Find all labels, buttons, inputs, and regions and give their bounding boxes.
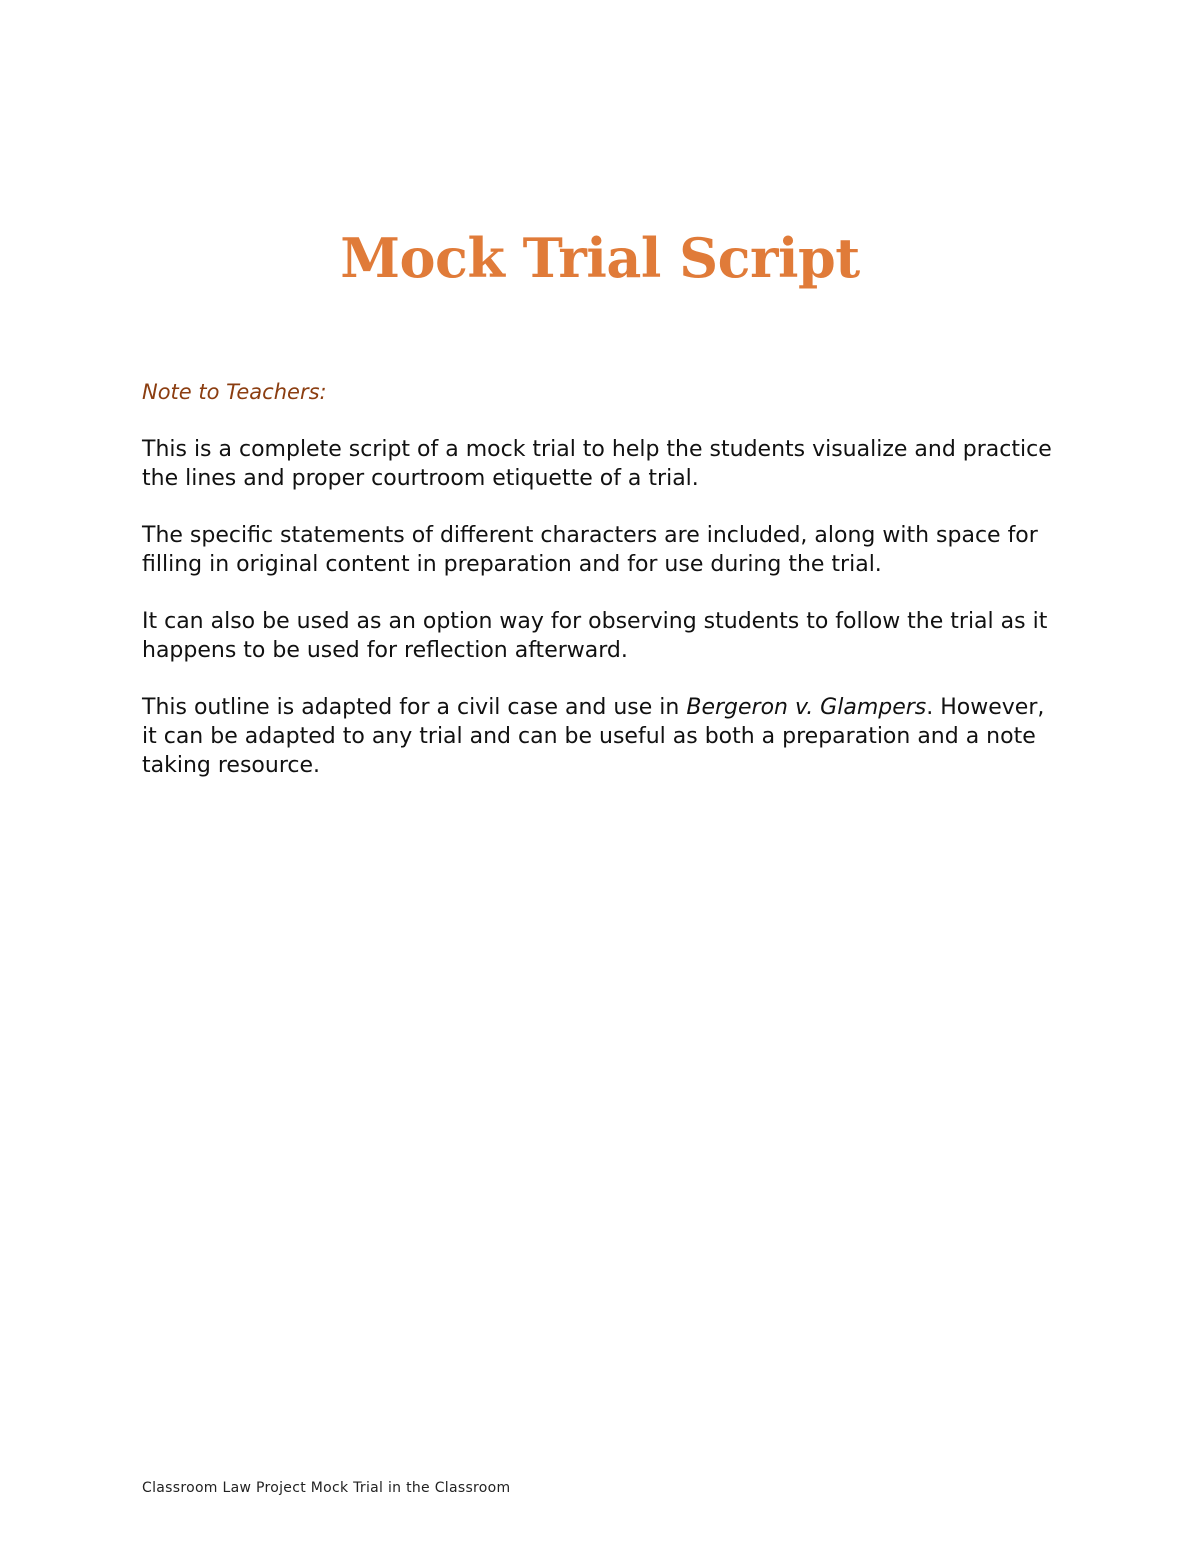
paragraph-intro: This is a complete script of a mock trial to help the students visualize and practice the lines and proper courtroom etiquette of a trial. <box>142 437 1052 491</box>
paragraph-adaptation-end: . However, it can be adapted to any trial and can be useful as both a preparation and a note taking resource. <box>142 695 1045 778</box>
page-footer: Classroom Law Project Mock Trial in the Classroom <box>142 1480 511 1496</box>
paragraph-observing: It can also be used as an option way for observing students to follow the trial as it happens to be used for reflection afterward. <box>142 609 1048 663</box>
case-name: Bergeron v. Glampers <box>686 695 927 720</box>
document-body <box>142 378 1062 808</box>
paragraph-statements: The specific statements of different characters are included, along with space for filling in original content in preparation and for use during the trial. <box>142 523 1038 577</box>
note-heading: Note to Teachers: <box>142 380 327 404</box>
paragraph-adaptation-start: This outline is adapted for a civil case and use in <box>142 695 687 720</box>
page-title: Mock Trial Script <box>340 226 860 290</box>
paragraph-adaptation <box>142 693 1062 780</box>
